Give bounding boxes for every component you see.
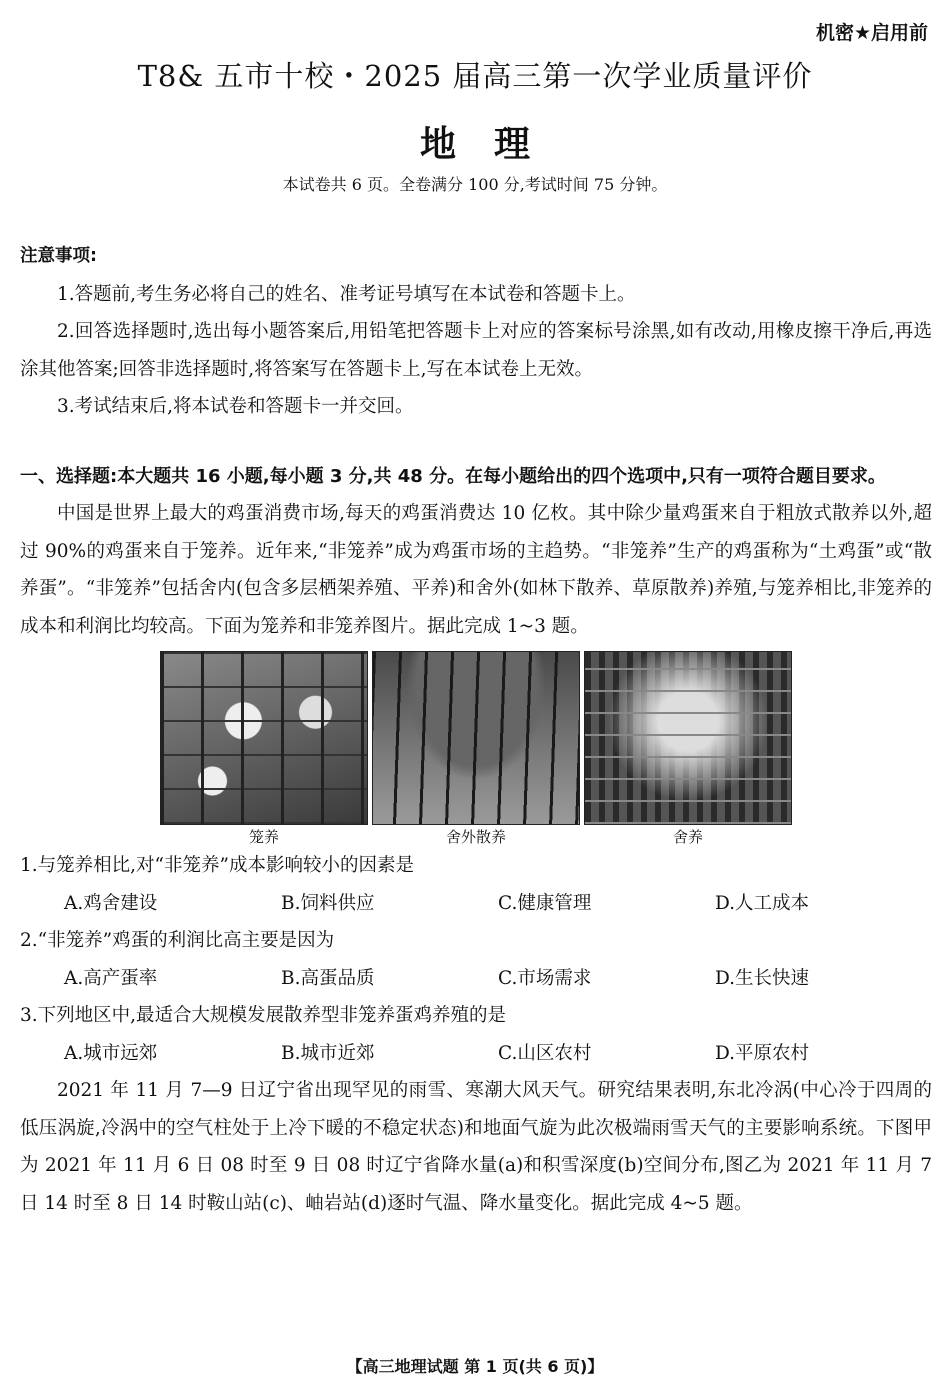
notice-item: 1.答题前,考生务必将自己的姓名、准考证号填写在本试卷和答题卡上。 [57,283,636,305]
photo-cage-figure [160,651,368,847]
exam-title: T8& 五市十校・2025 届高三第一次学业质量评价 [137,59,813,93]
photo-caption: 笼养 [248,828,279,846]
option: C.山区农村 [498,1042,592,1064]
confidential-mark: 机密★启用前 [815,22,928,44]
photo-caption: 舍养 [672,828,703,846]
option: D.平原农村 [715,1042,810,1064]
barn-photo [584,651,792,825]
option: B.城市近郊 [281,1042,375,1064]
option: D.人工成本 [715,892,810,914]
option: A.高产蛋率 [64,967,158,989]
notice-heading: 注意事项: [20,246,97,266]
option: D.生长快速 [715,967,810,989]
photo-caption: 舍外散养 [445,828,506,846]
photo-free-range-figure [372,651,580,847]
photo-barn-figure [584,651,792,847]
free-range-photo [372,651,580,825]
photo-row [20,651,932,847]
question-stem: 3.下列地区中,最适合大规模发展散养型非笼养蛋鸡养殖的是 [20,1005,507,1026]
question-options [20,1035,932,1073]
option: A.鸡舍建设 [64,892,158,914]
passage: 2021 年 11 月 7—9 日辽宁省出现罕见的雨雪、寒潮大风天气。研究结果表明,东北冷涡(中心冷于四周的低压涡旋,冷涡中的空气柱处于上冷下暖的不稳定状态)和地面气旋为此次极端雨雪天气的主要影响系统。下图甲为 2021 年 11 月 6 日 08 时至 9 日 08 时辽宁省降水量(a)和积雪深度(b)空间分布,图乙为 2021 年 11 月 7 日 14 时至 8 日 14 时鞍山站(c)、岫岩站(d)逐时气温、降水量变化。据此完成 4~5 题。 [20,1080,932,1214]
exam-info: 本试卷共 6 页。全卷满分 100 分,考试时间 75 分钟。 [282,175,668,194]
subject-title: 地理 [419,124,568,165]
option: C.健康管理 [498,892,592,914]
option: A.城市远郊 [64,1042,158,1064]
option: B.饲料供应 [281,892,375,914]
notice-item: 3.考试结束后,将本试卷和答题卡一并交回。 [57,396,414,417]
question-options [20,960,932,998]
option: C.市场需求 [498,967,592,989]
question-options [20,885,932,923]
option: B.高蛋品质 [281,967,375,989]
page-content [20,238,932,1222]
passage: 中国是世界上最大的鸡蛋消费市场,每天的鸡蛋消费达 10 亿枚。其中除少量鸡蛋来自于粗放式散养以外,超过 90%的鸡蛋来自于笼养。近年来,“非笼养”成为鸡蛋市场的主趋势。“非笼养”生产的鸡蛋称为“土鸡蛋”或“散养蛋”。“非笼养”包括舍内(包含多层栖架养殖、平养)和舍外(如林下散养、草原散养)养殖,与笼养相比,非笼养的成本和利润比均较高。下面为笼养和非笼养图片。据此完成 1~3 题。 [20,503,932,637]
page-footer: 【高三地理试题 第 1 页(共 6 页)】 [346,1357,604,1376]
question-stem: 2.“非笼养”鸡蛋的利润比高主要是因为 [20,930,335,951]
notice-item: 2.回答选择题时,选出每小题答案后,用铅笔把答题卡上对应的答案标号涂黑,如有改动,用橡皮擦干净后,再选涂其他答案;回答非选择题时,将答案写在答题卡上,写在本试卷上无效。 [20,321,932,380]
cage-photo [160,651,368,825]
question-stem: 1.与笼养相比,对“非笼养”成本影响较小的因素是 [20,855,414,876]
section-heading: 一、选择题:本大题共 16 小题,每小题 3 分,共 48 分。在每小题给出的四个选项中,只有一项符合题目要求。 [20,465,886,487]
